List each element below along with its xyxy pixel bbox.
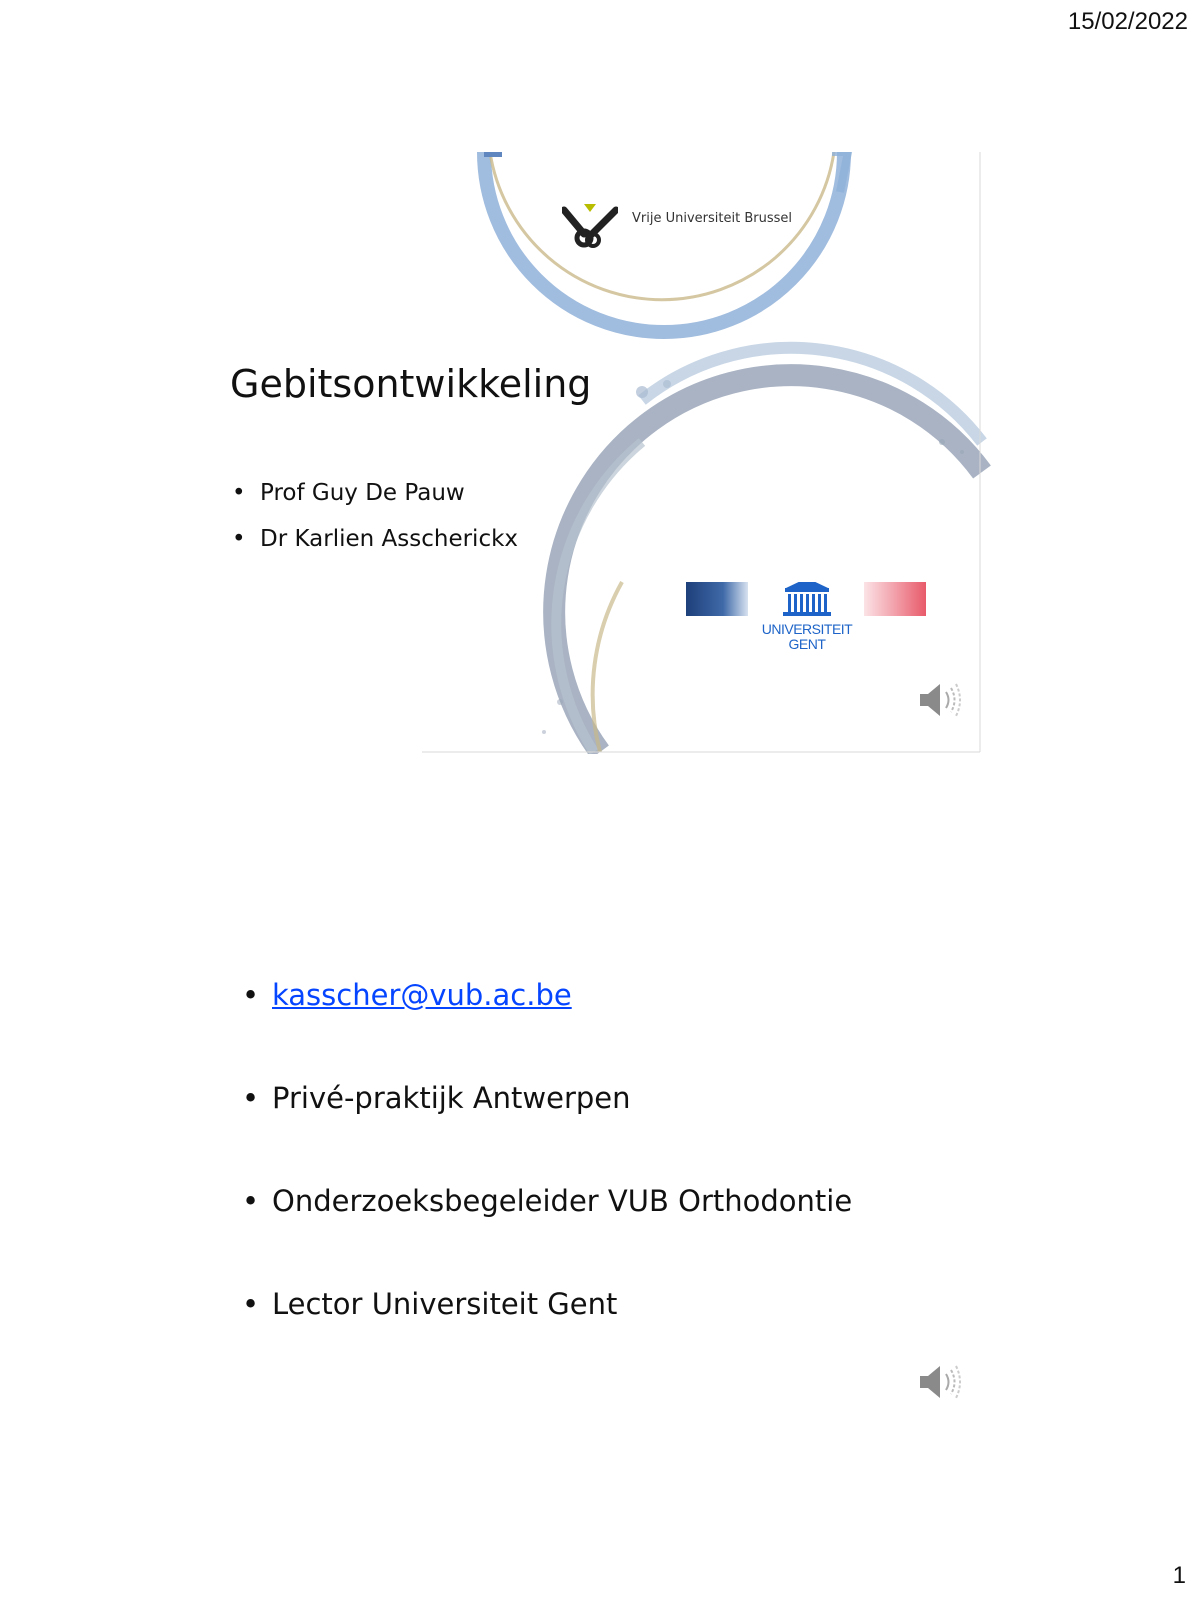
ugent-logo [682,582,932,662]
email-link[interactable]: kasscher@vub.ac.be [272,978,572,1012]
vub-emblem-icon [562,202,618,250]
page-number: 1 [1172,1562,1186,1589]
list-item: • kasscher@vub.ac.be [242,978,572,1012]
slide-title: Gebitsontwikkeling [230,362,592,406]
contact-info-list [242,968,852,1380]
author-name: Prof Guy De Pauw [260,480,465,506]
print-date: 15/02/2022 [1067,8,1188,35]
practice-text: Privé-praktijk Antwerpen [272,1081,631,1115]
speaker-icon[interactable] [918,680,964,724]
list-item: • Lector Universiteit Gent [242,1287,618,1321]
role-text: Onderzoeksbegeleider VUB Orthodontie [272,1184,853,1218]
vub-logo [562,202,792,250]
list-item: • Privé-praktijk Antwerpen [242,1081,631,1115]
list-item: • Prof Guy De Pauw [232,480,465,506]
vub-logo-text: Vrije Universiteit Brussel [632,210,792,226]
role-text: Lector Universiteit Gent [272,1287,618,1321]
ugent-logo-text: UNIVERSITEIT GENT [761,621,853,652]
authors-list [232,470,518,562]
list-item: • Onderzoeksbegeleider VUB Orthodontie [242,1184,853,1218]
list-item: • Dr Karlien Asscherickx [232,526,519,552]
speaker-icon[interactable] [918,1362,964,1406]
author-name: Dr Karlien Asscherickx [260,526,519,552]
title-slide [222,152,1000,754]
